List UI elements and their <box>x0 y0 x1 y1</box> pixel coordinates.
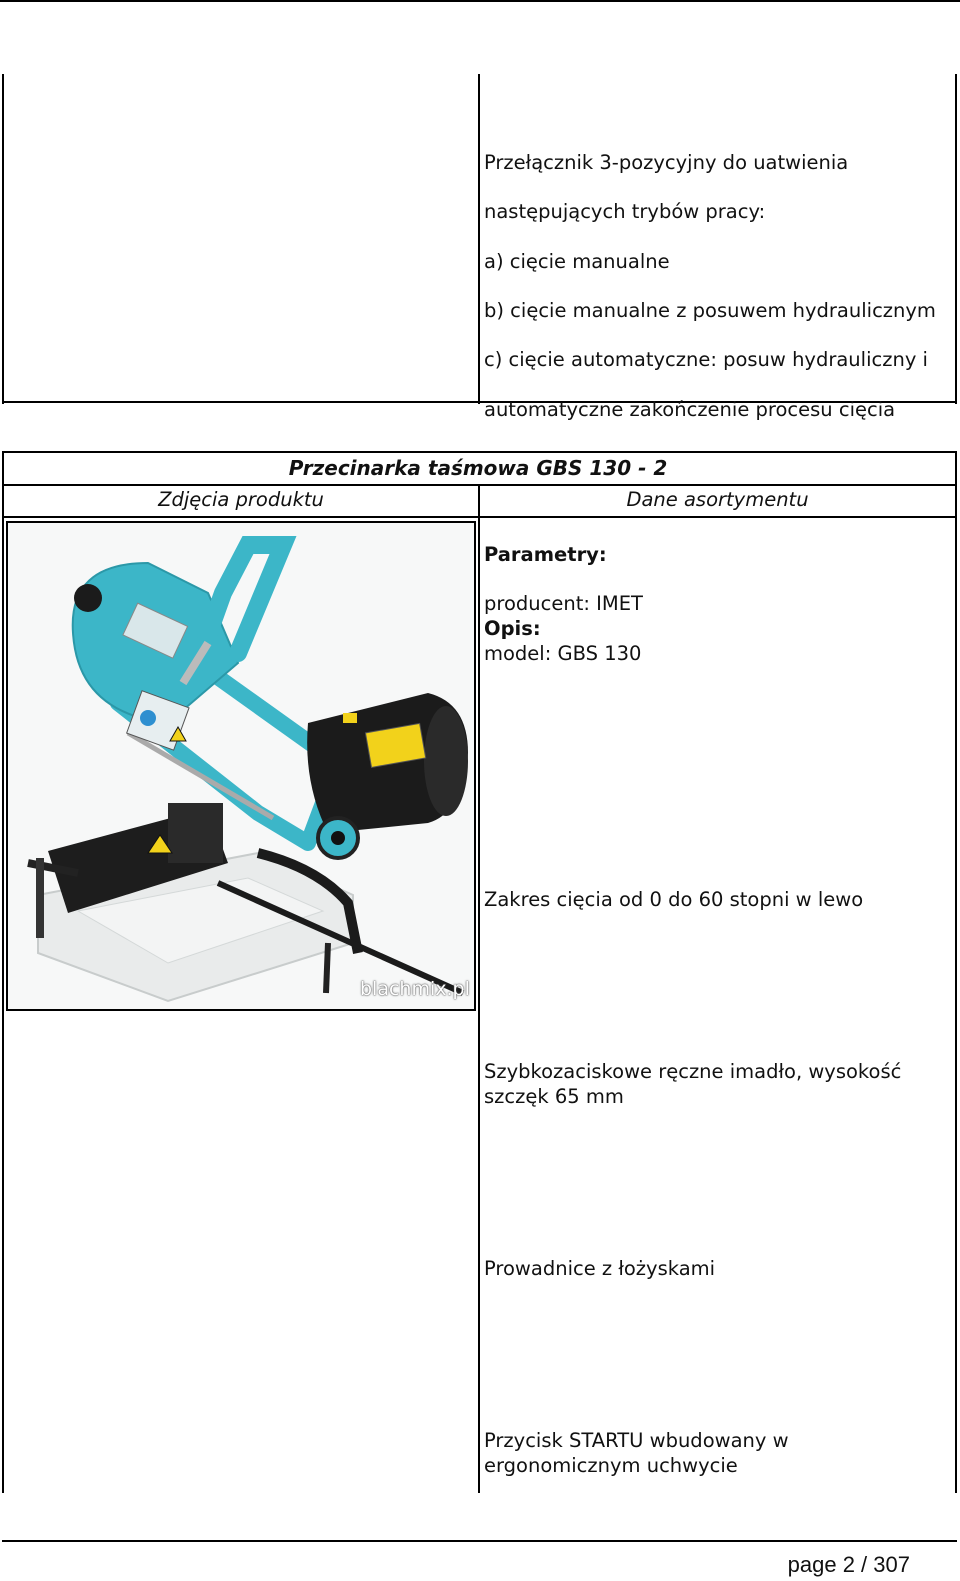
photo-watermark: blachmix.pl <box>360 978 470 1000</box>
top-table-left-border <box>2 74 4 404</box>
page-number: page 2 / 307 <box>787 1552 910 1577</box>
housing-knob <box>74 584 102 612</box>
description-label: Opis: <box>484 617 541 640</box>
pivot-hub <box>331 831 345 845</box>
motor-endcap <box>424 706 468 816</box>
product-title: Przecinarka taśmowa GBS 130 - 2 <box>288 456 668 480</box>
top-table-mid-border <box>478 74 480 404</box>
column-head-photos: Zdjęcia produktu <box>158 488 324 511</box>
feature-guides: Prowadnice z łożyskami <box>484 1257 716 1280</box>
top-table-right-border <box>955 74 957 404</box>
support-leg <box>326 943 328 993</box>
footer-rule <box>2 1540 957 1542</box>
parameters-label: Parametry: <box>484 542 607 566</box>
feature-start-button: Przycisk STARTU wbudowany w ergonomicznym uchwycie <box>484 1429 789 1477</box>
product-table-mid-border <box>478 484 480 1493</box>
motor-switch <box>343 713 357 723</box>
model-value: model: GBS 130 <box>484 641 642 665</box>
mode-line-5: c) cięcie automatyczne: posuw hydrauliczny i <box>484 348 928 372</box>
feature-vise: Szybkozaciskowe ręczne imadło, wysokość szczęk 65 mm <box>484 1060 902 1108</box>
band-saw-illustration <box>8 523 474 1009</box>
column-head-data: Dane asortymentu <box>626 488 809 511</box>
feature-cutting-range: Zakres cięcia od 0 do 60 stopni w lewo <box>484 888 864 911</box>
guard-badge <box>140 710 156 726</box>
product-table-top-border <box>2 451 957 453</box>
mode-line-4: b) cięcie manualne z posuwem hydraulicznym <box>484 298 936 322</box>
vise-jaw <box>168 803 223 863</box>
parameters-block <box>484 518 952 691</box>
mode-switch-description <box>484 126 954 447</box>
product-photo <box>6 521 476 1011</box>
product-table-right-border <box>955 451 957 1493</box>
mode-line-3: a) cięcie manualne <box>484 249 670 273</box>
product-table-left-border <box>2 451 4 1493</box>
mode-line-1: Przełącznik 3-pozycyjny do uatwienia <box>484 150 849 174</box>
mode-line-2: następujących trybów pracy: <box>484 200 766 224</box>
vise-foot <box>36 858 44 938</box>
page-top-rule <box>0 0 960 2</box>
producer-value: producent: IMET <box>484 592 643 616</box>
mode-line-6: automatyczne zakończenie procesu cięcia <box>484 397 896 421</box>
